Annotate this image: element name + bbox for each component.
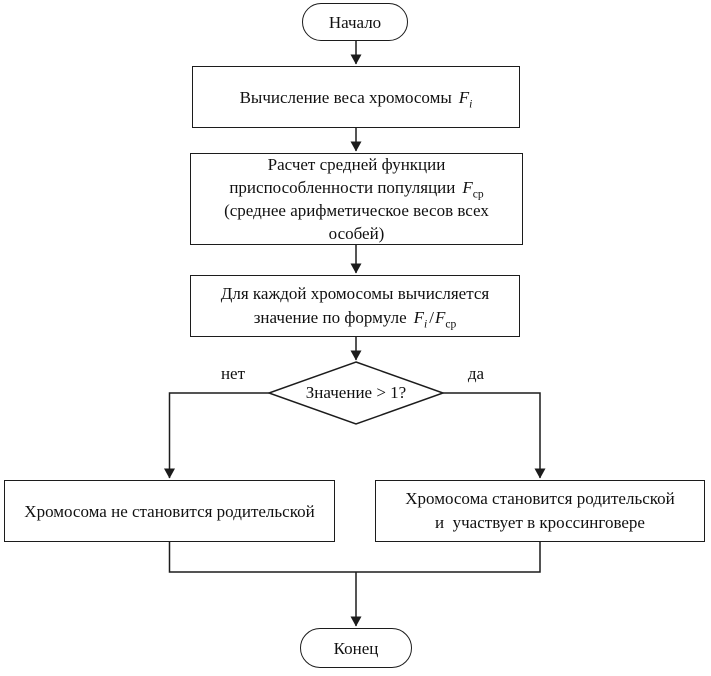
- process-calc-avg: [190, 153, 523, 245]
- start-label: Начало: [328, 12, 382, 32]
- formula-fi-over-fsr: $F_i$ $/F_{ср}$: [413, 308, 457, 331]
- parent-line2: и участвует в кроссинговере: [435, 513, 645, 532]
- not-parent-label: Хромосома не становится родительской: [24, 501, 315, 521]
- calc-weight-text: Вычисление веса хромосомы $F_i$: [239, 87, 473, 110]
- process-calc-ratio: [190, 275, 520, 337]
- parent-line1: Хромосома становится родительской: [405, 489, 675, 508]
- branch-label-no: нет: [220, 364, 246, 383]
- branch-label-yes: да: [467, 364, 485, 383]
- process-calc-weight: [192, 66, 520, 128]
- calc-avg-line2: приспособленности популяции $F_{ср}$: [229, 178, 484, 201]
- end-terminator: [300, 628, 412, 668]
- process-parent: [375, 480, 705, 542]
- edge-merge: [170, 542, 541, 572]
- calc-avg-line1: Расчет средней функции: [267, 155, 446, 174]
- calc-ratio-line2: значение по формуле $F_i$ $/F_{ср}$: [253, 308, 457, 331]
- decision-label: Значение > 1?: [305, 383, 407, 402]
- formula-fi: $F_i$: [458, 87, 473, 110]
- calc-avg-line4: особей): [328, 224, 385, 243]
- calc-avg-line3: (среднее арифметическое весов всех: [224, 201, 489, 220]
- edge-decision-yes: [443, 393, 540, 478]
- formula-fsr: $F_{ср}$: [462, 178, 484, 201]
- end-label: Конец: [333, 638, 379, 658]
- start-terminator: [302, 3, 408, 41]
- calc-ratio-line1: Для каждой хромосомы вычисляется: [220, 284, 490, 303]
- process-not-parent: [4, 480, 335, 542]
- edge-decision-no: [170, 393, 270, 478]
